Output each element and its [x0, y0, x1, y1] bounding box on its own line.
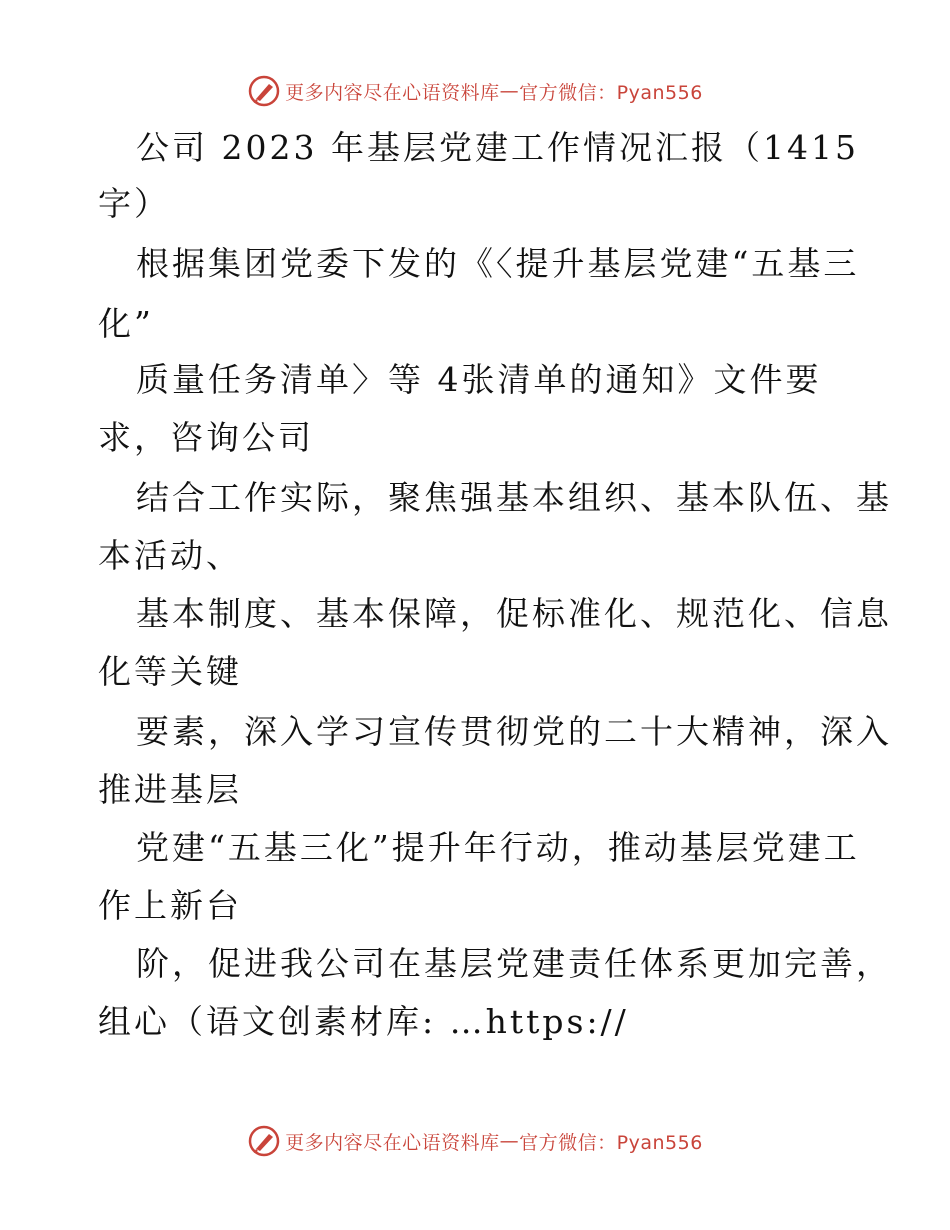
paragraph-line: 化” [98, 304, 154, 343]
paragraph-line: 结合工作实际，聚焦强基本组织、基本队伍、基 [136, 478, 892, 517]
paragraph-line: 阶，促进我公司在基层党建责任体系更加完善， [136, 944, 892, 983]
pen-logo-icon [247, 1124, 281, 1158]
paragraph-line: 质量任务清单〉等 4张清单的通知》文件要 [136, 360, 822, 399]
paragraph-line: 推进基层 [98, 770, 242, 809]
paragraph-line: 作上新台 [98, 886, 242, 925]
watermark-wechat: 官方微信：Pyan556 [519, 1131, 703, 1154]
watermark-dash: — [499, 80, 520, 102]
watermark-wechat: 官方微信：Pyan556 [519, 81, 703, 104]
paragraph-line: 根据集团党委下发的《〈提升基层党建“五基三 [136, 244, 860, 283]
paragraph-line: 字） [98, 184, 170, 223]
pen-logo-icon [247, 74, 281, 108]
watermark-header [0, 74, 950, 108]
paragraph-line: 本活动、 [98, 536, 242, 575]
watermark-text: 更多内容尽在心语资料库 [285, 81, 500, 104]
paragraph-line: 要素，深入学习宣传贯彻党的二十大精神，深入 [136, 712, 892, 751]
watermark-dash: — [499, 1130, 520, 1152]
paragraph-line: 公司 2023 年基层党建工作情况汇报（1415 [136, 128, 859, 167]
paragraph-line: 基本制度、基本保障，促标准化、规范化、信息 [136, 594, 892, 633]
watermark-footer [0, 1124, 950, 1158]
paragraph-line: 组心（语文创素材库: …https:// [98, 1002, 629, 1041]
paragraph-line: 党建“五基三化”提升年行动，推动基层党建工 [136, 828, 860, 867]
watermark-text: 更多内容尽在心语资料库 [285, 1131, 500, 1154]
paragraph-line: 化等关键 [98, 652, 242, 691]
paragraph-line: 求，咨询公司 [98, 418, 314, 457]
